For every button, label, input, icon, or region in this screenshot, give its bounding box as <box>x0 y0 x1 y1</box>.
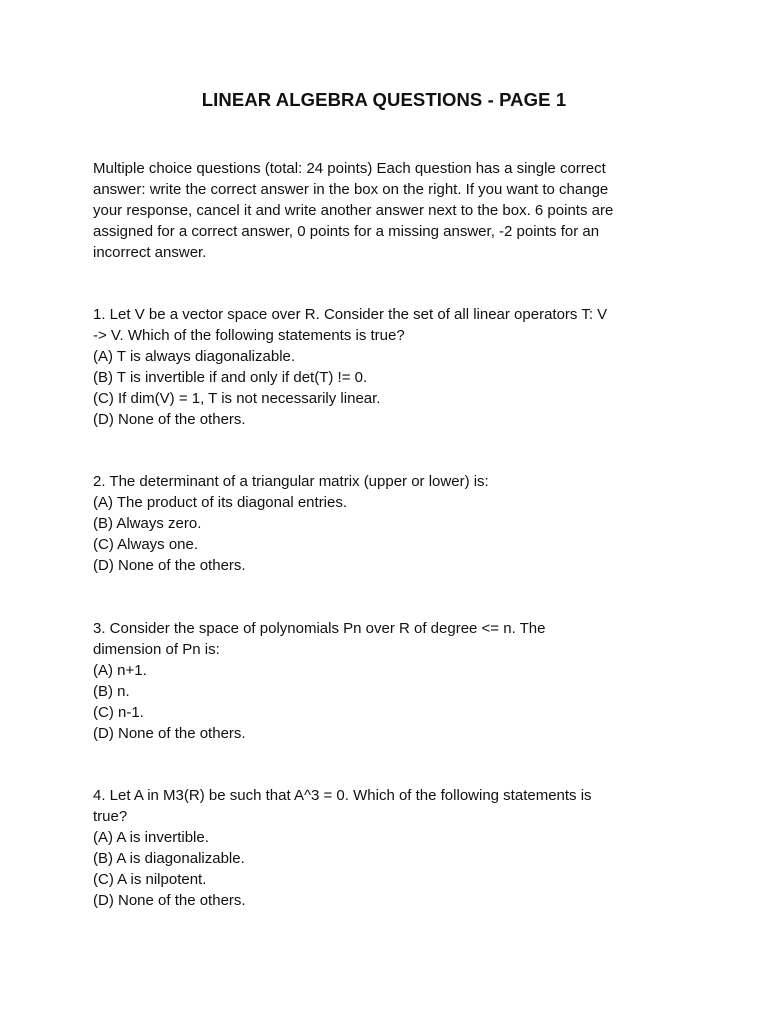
question-stem-line: 3. Consider the space of polynomials Pn over R of degree <= n. The <box>93 620 546 637</box>
answer-option-d: (D) None of the others. <box>93 557 246 574</box>
question-1 <box>93 304 693 430</box>
question-4 <box>93 785 693 911</box>
answer-option-a: (A) A is invertible. <box>93 829 209 846</box>
answer-option-c: (C) Always one. <box>93 536 199 553</box>
answer-option-a: (A) The product of its diagonal entries. <box>93 494 348 511</box>
question-stem-line: 1. Let V be a vector space over R. Consider the set of all linear operators T: V <box>93 306 608 323</box>
question-stem-line: 2. The determinant of a triangular matrix (upper or lower) is: <box>93 473 489 490</box>
answer-option-b: (B) T is invertible if and only if det(T) != 0. <box>93 369 368 386</box>
page-title: LINEAR ALGEBRA QUESTIONS - PAGE 1 <box>201 89 567 110</box>
question-3 <box>93 618 693 744</box>
answer-option-c: (C) A is nilpotent. <box>93 871 207 888</box>
answer-option-a: (A) T is always diagonalizable. <box>93 348 296 365</box>
instructions-line: Multiple choice questions (total: 24 points) Each question has a single correct <box>93 160 606 177</box>
question-stem-line: dimension of Pn is: <box>93 641 220 658</box>
instructions-line: incorrect answer. <box>93 244 207 261</box>
question-stem-line: 4. Let A in M3(R) be such that A^3 = 0. Which of the following statements is <box>93 787 592 804</box>
answer-option-c: (C) n-1. <box>93 704 144 721</box>
instructions-line: assigned for a correct answer, 0 points for a missing answer, -2 points for an <box>93 223 600 240</box>
answer-option-d: (D) None of the others. <box>93 725 246 742</box>
instructions-line: your response, cancel it and write another answer next to the box. 6 points are <box>93 202 614 219</box>
answer-option-d: (D) None of the others. <box>93 892 246 909</box>
question-stem-line: -> V. Which of the following statements is true? <box>93 327 405 344</box>
answer-option-c: (C) If dim(V) = 1, T is not necessarily linear. <box>93 390 381 407</box>
question-2 <box>93 471 693 576</box>
question-stem-line: true? <box>93 808 128 825</box>
answer-option-d: (D) None of the others. <box>93 411 246 428</box>
answer-option-b: (B) n. <box>93 683 130 700</box>
instructions-paragraph <box>93 158 683 263</box>
answer-option-b: (B) A is diagonalizable. <box>93 850 245 867</box>
answer-option-a: (A) n+1. <box>93 662 147 679</box>
answer-option-b: (B) Always zero. <box>93 515 202 532</box>
instructions-line: answer: write the correct answer in the box on the right. If you want to change <box>93 181 609 198</box>
